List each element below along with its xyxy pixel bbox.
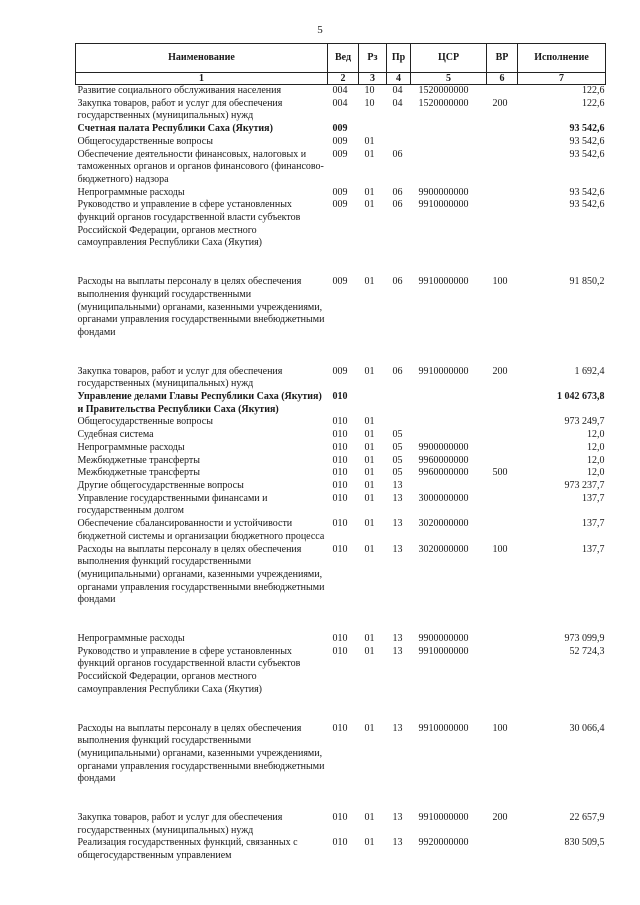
cell-vr — [487, 149, 518, 187]
cell-csr — [411, 480, 487, 493]
cell-csr — [411, 149, 487, 187]
cell-ved: 010 — [332, 429, 348, 441]
cell-vr — [487, 442, 518, 455]
cell-ex: 12,0 — [587, 467, 605, 479]
table-row — [76, 149, 606, 187]
cell-rz: 01 — [364, 543, 375, 555]
header-name: Наименование — [76, 44, 328, 73]
cell-pr: 06 — [392, 276, 403, 288]
cell-ex: 973 237,7 — [564, 479, 605, 491]
cell-rz: 01 — [364, 276, 375, 288]
cell-pr: 13 — [392, 479, 403, 491]
cell-ved: 010 — [332, 543, 348, 555]
cell-vr — [487, 416, 518, 429]
cell-csr: 3020000000 — [418, 518, 469, 530]
cell-rz: 01 — [364, 186, 375, 198]
table-row — [76, 123, 606, 136]
cell-ved: 010 — [332, 837, 348, 849]
cell-ex: 1 042 673,8 — [557, 391, 605, 403]
cell-name: Расходы на выплаты персоналу в целях обеспечения выполнения функций государственными (муниципальными) органами, казенными учреждениями, органами управления государственными внебюджетными фондами — [77, 276, 325, 338]
cell-vr — [487, 633, 518, 646]
cell-rz: 01 — [364, 199, 375, 211]
cell-vr — [487, 429, 518, 442]
table-row — [76, 467, 606, 480]
cell-vr: 200 — [492, 365, 508, 377]
table-row — [76, 85, 606, 98]
table-row — [76, 723, 606, 787]
table-header — [76, 44, 606, 85]
cell-pr: 13 — [392, 812, 403, 824]
cell-vr: 200 — [492, 97, 508, 109]
cell-rz: 01 — [364, 479, 375, 491]
cell-name: Счетная палата Республики Саха (Якутия) — [77, 123, 273, 135]
cell-csr: 9910000000 — [418, 645, 469, 657]
cell-csr — [411, 136, 487, 149]
cell-rz: 01 — [364, 812, 375, 824]
cell-vr — [487, 480, 518, 493]
cell-csr: 9910000000 — [418, 812, 469, 824]
row-spacer — [76, 250, 606, 276]
cell-ex: 830 509,5 — [564, 837, 605, 849]
cell-rz: 01 — [364, 135, 375, 147]
cell-rz: 01 — [364, 722, 375, 734]
cell-ex: 93 542,6 — [569, 148, 605, 160]
cell-rz: 01 — [364, 633, 375, 645]
cell-vr — [487, 455, 518, 468]
header-num-3: 3 — [359, 73, 387, 85]
table-row — [76, 455, 606, 468]
cell-rz: 01 — [364, 416, 375, 428]
cell-pr: 13 — [392, 645, 403, 657]
cell-vr: 100 — [492, 722, 508, 734]
cell-name: Обеспечение деятельности финансовых, налоговых и таможенных органов и органов финансового (финансово-бюджетного) надзора — [77, 148, 324, 185]
table-row — [76, 493, 606, 518]
cell-ex: 93 542,6 — [569, 186, 605, 198]
cell-csr: 3020000000 — [418, 543, 469, 555]
cell-ved: 009 — [332, 365, 348, 377]
table-row — [76, 136, 606, 149]
table-row — [76, 429, 606, 442]
table-row — [76, 366, 606, 391]
cell-ex: 1 692,4 — [574, 365, 605, 377]
cell-ex: 137,7 — [582, 518, 605, 530]
cell-ex: 93 542,6 — [569, 199, 605, 211]
cell-name: Закупка товаров, работ и услуг для обеспечения государственных (муниципальных) нужд — [77, 97, 283, 122]
cell-ved: 010 — [332, 518, 348, 530]
cell-name: Обеспечение сбалансированности и устойчивости бюджетной системы и организации бюджетного процесса — [77, 518, 325, 542]
cell-name: Межбюджетные трансферты — [77, 467, 200, 479]
cell-rz: 01 — [364, 441, 375, 453]
cell-pr: 13 — [392, 837, 403, 849]
cell-ved: 010 — [332, 722, 348, 734]
table-row — [76, 276, 606, 340]
cell-vr: 500 — [492, 467, 508, 479]
cell-ved: 010 — [332, 391, 348, 403]
cell-vr — [487, 646, 518, 697]
cell-csr — [411, 391, 487, 416]
cell-rz: 01 — [364, 365, 375, 377]
cell-csr: 3000000000 — [418, 492, 469, 504]
cell-vr — [487, 123, 518, 136]
cell-vr — [487, 518, 518, 543]
cell-name: Общегосударственные вопросы — [77, 416, 213, 428]
cell-pr: 13 — [392, 492, 403, 504]
table-row — [76, 442, 606, 455]
cell-ex: 973 249,7 — [564, 416, 605, 428]
row-spacer — [76, 786, 606, 812]
cell-name: Непрограммные расходы — [77, 186, 185, 198]
cell-ved: 010 — [332, 492, 348, 504]
budget-table — [75, 43, 606, 863]
cell-ex: 122,6 — [582, 97, 605, 109]
cell-pr — [387, 123, 411, 136]
cell-name: Реализация государственных функций, связанных с общегосударственным управлением — [77, 837, 298, 862]
cell-name: Управление государственными финансами и государственным долгом — [77, 492, 268, 517]
header-num-7: 7 — [518, 73, 606, 85]
cell-ved: 010 — [332, 467, 348, 479]
cell-ved: 009 — [332, 276, 348, 288]
cell-rz — [359, 391, 387, 416]
cell-pr: 05 — [392, 467, 403, 479]
cell-rz: 01 — [364, 148, 375, 160]
header-exec: Исполнение — [518, 44, 606, 73]
cell-ved: 009 — [332, 148, 348, 160]
cell-pr: 05 — [392, 454, 403, 466]
cell-name: Закупка товаров, работ и услуг для обеспечения государственных (муниципальных) нужд — [77, 365, 283, 390]
header-num-6: 6 — [487, 73, 518, 85]
cell-rz: 01 — [364, 492, 375, 504]
row-spacer-cell — [76, 786, 606, 812]
cell-name: Непрограммные расходы — [77, 633, 185, 645]
cell-csr: 9920000000 — [418, 837, 469, 849]
cell-ved: 009 — [332, 135, 348, 147]
cell-name: Расходы на выплаты персоналу в целях обеспечения выполнения функций государственными (муниципальными) органами, казенными учреждениями, органами управления государственными внебюджетными фондами — [77, 722, 325, 785]
cell-csr: 9910000000 — [418, 276, 469, 288]
cell-vr — [487, 199, 518, 250]
cell-vr — [487, 837, 518, 862]
cell-name: Руководство и управление в сфере установленных функций органов государственной власти субъектов Российской Федерации, органов местного самоуправления Республики Саха (Якутия) — [77, 199, 301, 249]
cell-rz — [359, 123, 387, 136]
table-body — [76, 85, 606, 863]
table-row — [76, 544, 606, 608]
cell-name: Общегосударственные вопросы — [77, 135, 213, 147]
cell-ex: 91 850,2 — [569, 276, 605, 288]
cell-vr: 100 — [492, 276, 508, 288]
cell-name: Непрограммные расходы — [77, 441, 185, 453]
cell-name: Расходы на выплаты персоналу в целях обеспечения выполнения функций государственными (муниципальными) органами, казенными учреждениями, органами управления государственными внебюджетными фондами — [77, 543, 325, 606]
cell-rz: 01 — [364, 467, 375, 479]
table-row — [76, 98, 606, 123]
cell-rz: 01 — [364, 429, 375, 441]
cell-csr — [411, 123, 487, 136]
cell-rz: 10 — [364, 85, 375, 96]
cell-csr — [411, 416, 487, 429]
cell-csr — [411, 429, 487, 442]
cell-ved: 010 — [332, 416, 348, 428]
cell-ved: 010 — [332, 479, 348, 491]
header-num-2: 2 — [328, 73, 359, 85]
cell-pr: 06 — [392, 199, 403, 211]
cell-ved: 010 — [332, 812, 348, 824]
row-spacer-cell — [76, 250, 606, 276]
cell-ex: 122,6 — [582, 85, 605, 96]
table-row — [76, 416, 606, 429]
header-ved: Вед — [328, 44, 359, 73]
table-row — [76, 480, 606, 493]
cell-rz: 01 — [364, 837, 375, 849]
cell-vr: 200 — [492, 812, 508, 824]
cell-ex: 137,7 — [582, 492, 605, 504]
cell-name: Управление делами Главы Республики Саха (Якутия) и Правительства Республики Саха (Якутия) — [77, 391, 322, 415]
cell-vr — [487, 136, 518, 149]
table-row — [76, 199, 606, 250]
cell-vr — [487, 493, 518, 518]
cell-pr — [387, 391, 411, 416]
cell-ex: 137,7 — [582, 543, 605, 555]
cell-rz: 01 — [364, 454, 375, 466]
cell-pr: 05 — [392, 429, 403, 441]
cell-csr: 1520000000 — [418, 97, 469, 109]
cell-pr: 13 — [392, 518, 403, 530]
cell-pr: 06 — [392, 148, 403, 160]
cell-name: Закупка товаров, работ и услуг для обеспечения государственных (муниципальных) нужд — [77, 812, 283, 836]
cell-ex: 30 066,4 — [569, 722, 605, 734]
cell-csr: 9900000000 — [418, 186, 469, 198]
cell-name: Судебная система — [77, 429, 154, 441]
table-row — [76, 812, 606, 837]
cell-ex: 52 724,3 — [569, 645, 605, 657]
cell-pr: 13 — [392, 722, 403, 734]
row-spacer-cell — [76, 607, 606, 633]
header-num-5: 5 — [411, 73, 487, 85]
table-row — [76, 187, 606, 200]
cell-ex: 12,0 — [587, 441, 605, 453]
cell-rz: 10 — [364, 97, 375, 109]
cell-csr: 9910000000 — [418, 199, 469, 211]
row-spacer — [76, 607, 606, 633]
row-spacer-cell — [76, 697, 606, 723]
cell-ved: 004 — [332, 85, 348, 96]
cell-ex: 12,0 — [587, 429, 605, 441]
cell-pr: 05 — [392, 441, 403, 453]
cell-csr: 9960000000 — [418, 454, 469, 466]
cell-ved: 010 — [332, 645, 348, 657]
page-number: 5 — [317, 24, 323, 36]
cell-pr: 06 — [392, 365, 403, 377]
cell-rz: 01 — [364, 645, 375, 657]
cell-pr — [387, 136, 411, 149]
cell-name: Развитие социального обслуживания населения — [77, 85, 282, 96]
row-spacer — [76, 340, 606, 366]
table-row — [76, 633, 606, 646]
cell-pr: 04 — [392, 97, 403, 109]
cell-vr — [487, 85, 518, 98]
cell-vr — [487, 391, 518, 416]
cell-ex: 973 099,9 — [564, 633, 605, 645]
cell-vr — [487, 187, 518, 200]
cell-pr: 13 — [392, 633, 403, 645]
header-rz: Рз — [359, 44, 387, 73]
cell-ved: 010 — [332, 633, 348, 645]
cell-rz: 01 — [364, 518, 375, 530]
cell-csr: 9900000000 — [418, 441, 469, 453]
table-row — [76, 518, 606, 543]
table-row — [76, 391, 606, 416]
cell-csr: 9910000000 — [418, 722, 469, 734]
header-num-4: 4 — [387, 73, 411, 85]
cell-ex: 22 657,9 — [569, 812, 605, 824]
cell-ved: 010 — [332, 454, 348, 466]
table-row — [76, 646, 606, 697]
cell-pr: 13 — [392, 543, 403, 555]
header-csr: ЦСР — [411, 44, 487, 73]
cell-ex: 93 542,6 — [569, 135, 605, 147]
cell-ved: 010 — [332, 441, 348, 453]
table-row — [76, 837, 606, 862]
cell-ex: 93 542,6 — [569, 123, 605, 135]
cell-csr: 9910000000 — [418, 365, 469, 377]
row-spacer — [76, 697, 606, 723]
header-vr: ВР — [487, 44, 518, 73]
cell-ved: 004 — [332, 97, 348, 109]
cell-pr: 06 — [392, 186, 403, 198]
cell-pr: 04 — [392, 85, 403, 96]
cell-csr: 1520000000 — [418, 85, 469, 96]
cell-ved: 009 — [332, 199, 348, 211]
cell-pr — [387, 416, 411, 429]
cell-ex: 12,0 — [587, 454, 605, 466]
header-num-1: 1 — [76, 73, 328, 85]
cell-name: Межбюджетные трансферты — [77, 454, 200, 466]
cell-ved: 009 — [332, 186, 348, 198]
row-spacer-cell — [76, 340, 606, 366]
cell-vr: 100 — [492, 543, 508, 555]
cell-name: Руководство и управление в сфере установленных функций органов государственной власти субъектов Российской Федерации, органов местного самоуправления Республики Саха (Якутия) — [77, 645, 301, 695]
cell-ved: 009 — [332, 123, 348, 135]
cell-name: Другие общегосударственные вопросы — [77, 479, 244, 491]
cell-csr: 9960000000 — [418, 467, 469, 479]
cell-csr: 9900000000 — [418, 633, 469, 645]
header-pr: Пр — [387, 44, 411, 73]
